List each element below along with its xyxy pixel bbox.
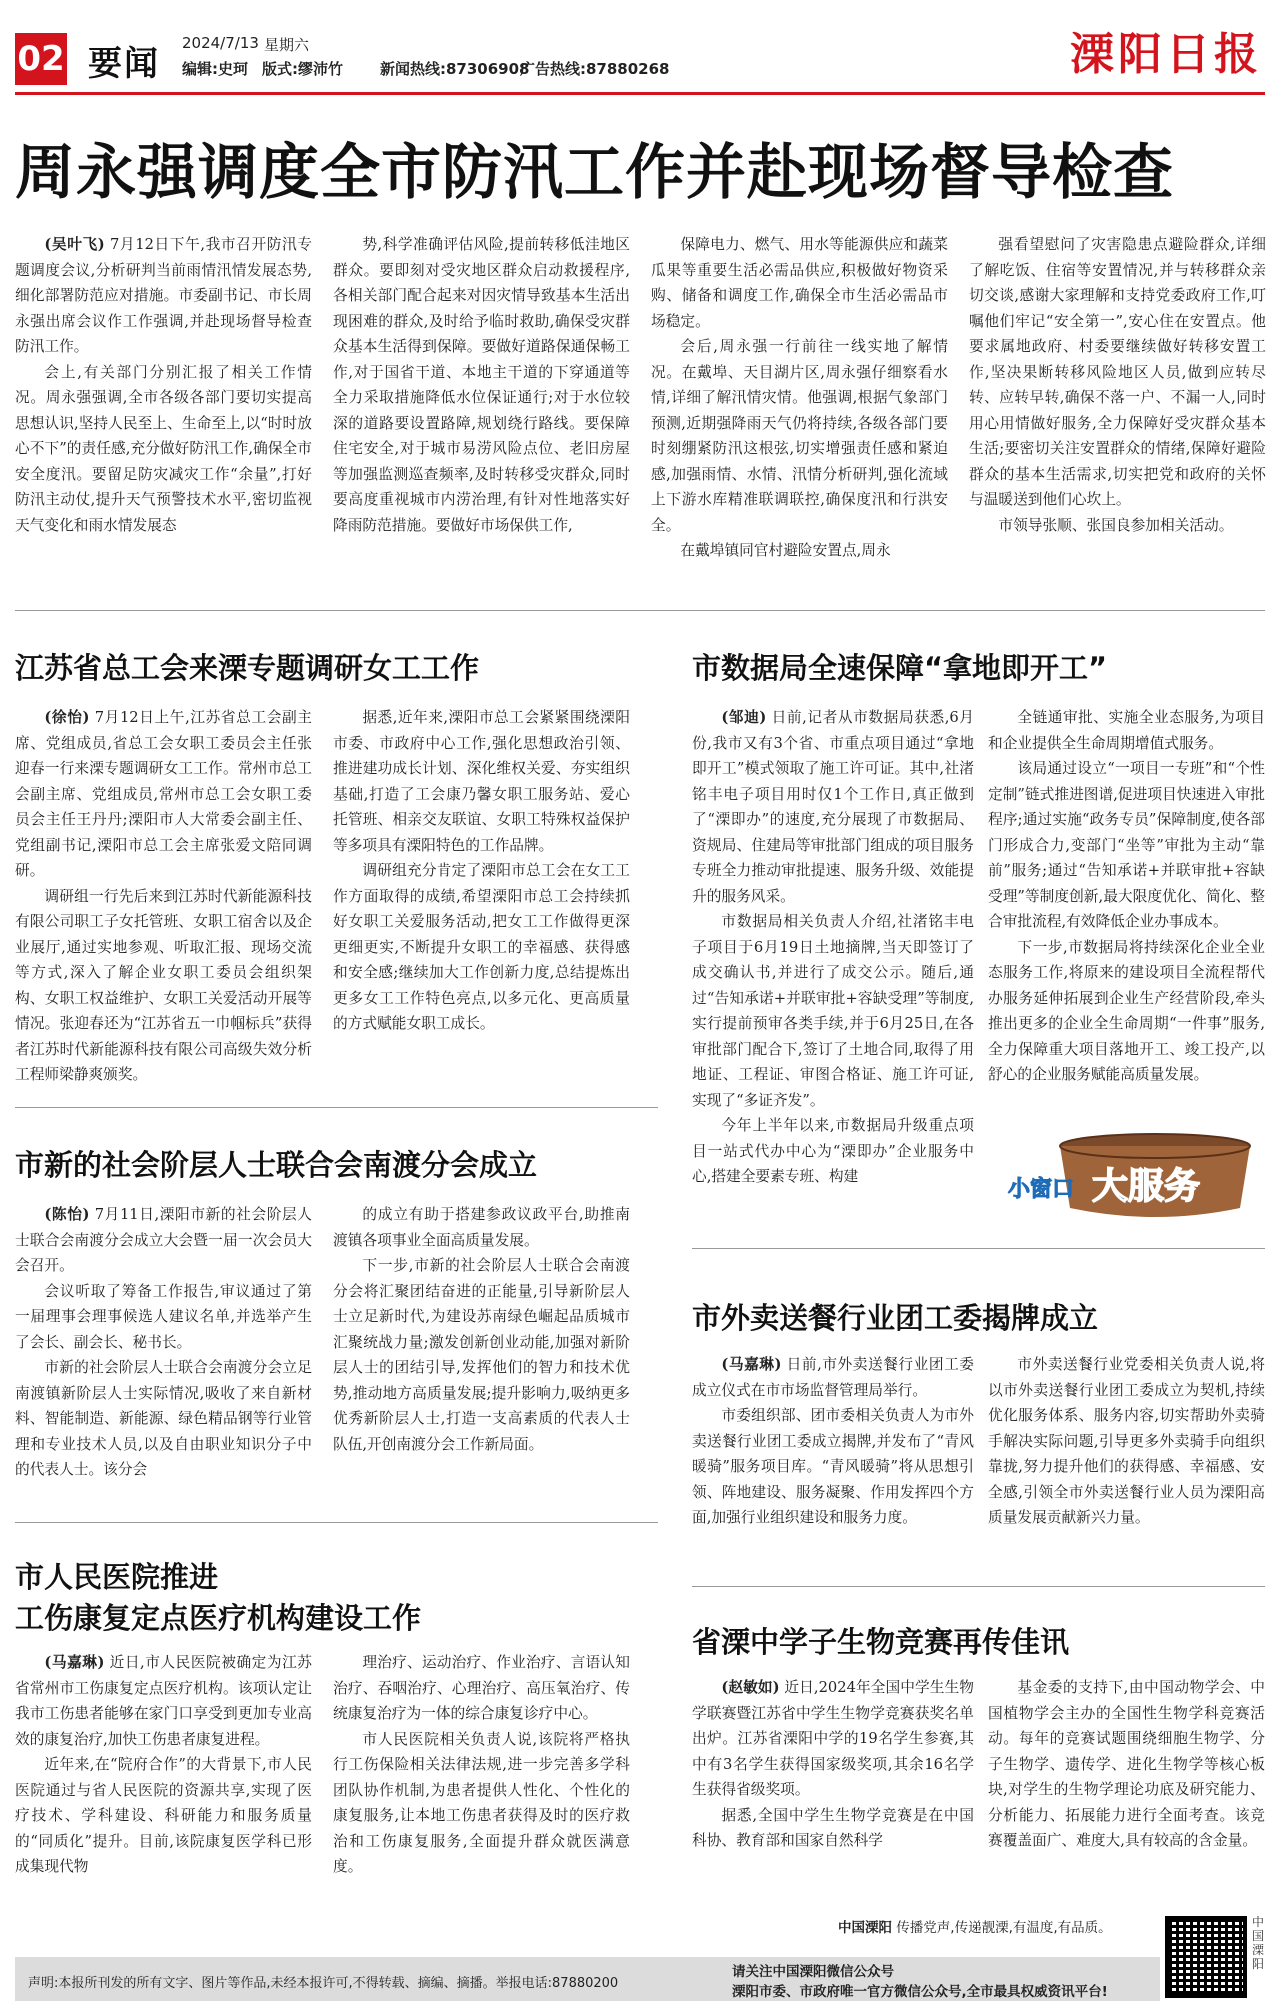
paragraph: (吴叶飞) 7月12日下午,我市召开防汛专题调度会议,分析研判当前雨情汛情发展态势,细化部署防范应对措施。市委副书记、市长周永强出席会议作工作强调,并赴现场督导检查防汛工作。 [15,236,312,355]
article-headline-delivery: 市外卖送餐行业团工委揭牌成立 [692,1301,1099,1335]
paragraph: 保障电力、燃气、用水等能源供应和蔬菜瓜果等重要生活必需品供应,积极做好物资采购、储备和调度工作,确保全市生活必需品市场稳定。 [651,236,948,330]
article-hospital-col-2 [333,1650,630,1905]
paragraph: (马嘉琳) 近日,市人民医院被确定为江苏省常州市工伤康复定点医疗机构。该项认定让我市工伤患者能够在家门口享受到更加专业高效的康复治疗,加快工伤患者康复进程。 [15,1654,312,1748]
paragraph: 调研组充分肯定了溧阳市总工会在女工工作方面取得的成绩,希望溧阳市总工会持续抓好女职工关爱服务活动,把女工工作做得更深更细更实,不断提升女职工的幸福感、获得感和安全感;继续加大工作创新力度,总结提炼出更多女工工作特色亮点,以多元化、更高质量的方式赋能女职工成长。 [333,862,630,1032]
editor: 编辑:史珂 [182,60,248,78]
article-society-col-2 [333,1202,630,1484]
disclaimer: 声明:本报所刊发的所有文字、图片等作品,未经本报许可,不得转载、摘编、摘播。举报电话:87880200 [28,1976,619,1991]
issue-date: 2024/7/13 [182,34,259,52]
paragraph: 据悉,近年来,溧阳市总工会紧紧围绕溧阳市委、市政府中心工作,强化思想政治引领、推进建功成长计划、深化维权关爱、夯实组织基础,打造了工会康乃馨女职工服务站、爱心托管班、相亲交友联谊、女职工特殊权益保护等多项具有溧阳特色的工作品牌。 [333,709,630,854]
paragraph: 下一步,市新的社会阶层人士联合会南渡分会将汇聚团结奋进的正能量,引导新阶层人士立足新时代,为建设苏南绿色崛起品质城市汇聚统战力量;激发创新创业动能,加强对新阶层人士的团结引导,发挥他们的智力和技术优势,推动地方高质量发展;提升影响力,吸纳更多优秀新阶层人士,打造一支高素质的代表人士队伍,开创南渡分会工作新局面。 [333,1257,630,1453]
article-delivery-col-1 [692,1352,974,1557]
article-union-col-1 [15,705,312,1085]
main-article-col-2 [333,232,630,592]
qr-label: 中国溧阳 [1252,1915,1265,1971]
paragraph: (徐怡) 7月12日上午,江苏省总工会副主席、党组成员,省总工会女职工委员会主任张迎春一行来溧专题调研女工工作。常州市总工会副主席、党组成员,常州市总工会女职工委员会主任王丹丹;溧阳市人大常委会副主任、党组副书记,溧阳市总工会主席张爱文陪同调研。 [15,709,312,879]
paragraph: 强看望慰问了灾害隐患点避险群众,详细了解吃饭、住宿等安置情况,并与转移群众亲切交谈,感谢大家理解和支持党委政府工作,叮嘱他们牢记“安全第一”,安心住在安置点。他要求属地政府、村委要继续做好转移安置工作,坚决果断转移风险地区人员,做到应转尽转、应转早转,确保不落一户、不漏一人,同时用心用情做好服务,全力保障好受灾群众基本生活;要密切关注安置群众的情绪,保障好避险群众的基本生活需求,切实把党和政府的关怀与温暖送到他们心坎上。 [969,236,1266,508]
news-hotline: 新闻热线:87306908 [380,60,530,78]
desk-icon [1000,1128,1260,1228]
paragraph: 会议听取了筹备工作报告,审议通过了第一届理事会理事候选人建议名单,并选举产生了会长、副会长、秘书长。 [15,1282,312,1351]
slogan-text: 传播党声,传递靓溧,有温度,有品质。 [896,1920,1112,1936]
paragraph: 市人民医院相关负责人说,该院将严格执行工伤保险相关法律法规,进一步完善多学科团队协作机制,为患者提供人性化、个性化的康复服务,让本地工伤患者获得及时的医疗救治和工伤康复服务,全面提升群众就医满意度。 [333,1730,630,1875]
paragraph: 近年来,在“院府合作”的大背景下,市人民医院通过与省人民医院的资源共享,实现了医疗技术、学科建设、科研能力和服务质量的“同质化”提升。目前,该院康复医学科已形成集现代物 [15,1756,312,1875]
divider [692,1248,1265,1249]
ad-hotline: 广告热线:87880268 [520,60,670,78]
article-headline-data: 市数据局全速保障“拿地即开工” [692,651,1108,685]
article-biology-col-1 [692,1675,974,1905]
article-biology-col-2 [988,1675,1265,1905]
divider [15,610,1265,611]
wechat-line-1: 请关注中国溧阳微信公众号 [732,1964,894,1980]
paragraph: 全链通审批、实施全业态服务,为项目和企业提供全生命周期增值式服务。 [988,709,1265,752]
paragraph: 理治疗、运动治疗、作业治疗、言语认知治疗、吞咽治疗、心理治疗、高压氧治疗、传统康复治疗为一体的综合康复诊疗中心。 [333,1654,630,1722]
paragraph: 下一步,市数据局将持续深化企业全业态服务工作,将原来的建设项目全流程帮代办服务延伸拓展到企业生产经营阶段,牵头推出更多的企业全生命周期“一件事”服务,全力保障重大项目落地开工、竣工投产,以舒心的企业服务赋能高质量发展。 [988,938,1265,1083]
article-union-col-2 [333,705,630,1085]
paragraph: 该局通过设立“一项目一专班”和“个性定制”链式推进图谱,促进项目快速进入审批程序;通过实施“政务专员”保障制度,使各部门形成合力,变部门“坐等”审批为主动“靠前”服务;通过“告知承诺+并联审批+容缺受理”等制度创新,最大限度优化、简化、整合审批流程,有效降低企业办事成本。 [988,760,1265,930]
article-data-col-1 [692,705,974,1225]
main-article-col-4 [969,232,1266,592]
paragraph: 市委组织部、团市委相关负责人为市外卖送餐行业团工委成立揭牌,并发布了“青风暖骑”服务项目库。“青风暖骑”将从思想引领、阵地建设、服务凝聚、作用发挥四个方面,加强行业组织建设和服务力度。 [692,1407,974,1526]
service-logo-big: 大服务 [1092,1166,1201,1207]
qr-code[interactable] [1165,1916,1247,1998]
paragraph: 在戴埠镇同官村避险安置点,周永 [680,542,891,559]
main-article-col-1 [15,232,312,592]
paragraph: 基金委的支持下,由中国动物学会、中国植物学会主办的全国性生物学科竞赛活动。每年的竞赛试题围绕细胞生物学、分子生物学、遗传学、进化生物学等核心板块,对学生的生物学理论功底及研究能力、分析能力、拓展能力进行全面考查。该竞赛覆盖面广、难度大,具有较高的含金量。 [988,1679,1265,1849]
article-hospital-col-1 [15,1650,312,1905]
newspaper-logo: 溧阳日报 [1070,29,1262,80]
header-rule [15,92,1265,95]
article-society-col-1 [15,1202,312,1484]
paragraph: 今年上半年以来,市数据局升级重点项目一站式代办中心为“溧即办”企业服务中心,搭建全要素专班、构建 [692,1117,974,1185]
paragraph: (陈怡) 7月11日,溧阳市新的社会阶层人士联合会南渡分会成立大会暨一届一次会员大会召开。 [15,1206,312,1274]
wechat-line-2: 溧阳市委、市政府唯一官方微信公众号,全市最具权威资讯平台! [732,1984,1108,2000]
masthead [0,0,1280,82]
paragraph: 会上,有关部门分别汇报了相关工作情况。周永强强调,全市各级各部门要切实提高思想认识,坚持人民至上、生命至上,以“时时放心不下”的责任感,充分做好防汛工作,确保全市安全度汛。要留足防灾减灾工作“余量”,打好防汛主动仗,提升天气预警技术水平,密切监视天气变化和雨水情发展态 [15,363,312,534]
service-logo [1000,1128,1260,1228]
paragraph: (马嘉琳) 日前,市外卖送餐行业团工委成立仪式在市市场监督管理局举行。 [692,1356,974,1399]
article-data-col-2 [988,705,1265,1127]
footer-slogan [838,1916,1112,1936]
paragraph: 市领导张顺、张国良参加相关活动。 [998,516,1234,534]
layout-editor: 版式:缪沛竹 [262,60,343,78]
article-delivery-col-2 [988,1352,1265,1557]
divider [15,1107,658,1108]
paragraph: 市新的社会阶层人士联合会南渡分会立足南渡镇新阶层人士实际情况,吸收了来自新材料、智能制造、新能源、绿色精品钢等行业管理和专业技术人员,以及自由职业知识分子中的代表人士。该分会 [15,1359,312,1478]
article-headline-biology: 省溧中学子生物竞赛再传佳讯 [692,1625,1070,1659]
paragraph: (赵敏如) 近日,2024年全国中学生生物学联赛暨江苏省中学生生物学竞赛获奖名单出炉。江苏省溧阳中学的19名学生参赛,其中有3名学生获得国家级奖项,其余16名学生获得省级奖项。 [692,1679,974,1798]
article-headline-union: 江苏省总工会来溧专题调研女工工作 [15,651,480,685]
divider [15,1522,658,1523]
paragraph: 市外卖送餐行业党委相关负责人说,将以市外卖送餐行业团工委成立为契机,持续优化服务体系、服务内容,切实帮助外卖骑手解决实际问题,引导更多外卖骑手向组织靠拢,努力提升他们的获得感、幸福感、安全感,引领全市外卖送餐行业人员为溧阳高质量发展贡献新兴力量。 [988,1356,1265,1526]
paragraph: 据悉,全国中学生生物学竞赛是在中国科协、教育部和国家自然科学 [692,1806,974,1849]
paragraph: 势,科学准确评估风险,提前转移低洼地区群众。要即刻对受灾地区群众启动救援程序,各相关部门配合起来对因灾情导致基本生活出现困难的群众,及时给予临时救助,确保受灾群众基本生活得到保障。要做好道路保通保畅工作,对于国省干道、本地主干道的下穿通道等全力采取措施降低水位保证通行;对于水位较深的道路要设置路障,规划绕行路线。要保障住宅安全,对于城市易涝风险点位、老旧房屋等加强监测巡查频率,及时转移受灾群众,同时要高度重视城市内涝治理,有针对性地落实好降雨防范措施。要做好市场保供工作, [333,236,630,534]
paragraph: 调研组一行先后来到江苏时代新能源科技有限公司职工子女托管班、女职工宿舍以及企业展厅,通过实地参观、听取汇报、现场交流等方式,深入了解企业女职工委员会组织架构、女职工权益维护、女职工关爱活动开展等情况。张迎春还为“江苏省五一巾帼标兵”获得者江苏时代新能源科技有限公司高级失效分析工程师梁静爽颁奖。 [15,887,312,1083]
article-headline-hospital-1: 市人民医院推进 [15,1560,219,1594]
slogan-brand: 中国溧阳 [838,1920,892,1936]
paragraph: 的成立有助于搭建参政议政平台,助推南渡镇各项事业全面高质量发展。 [333,1206,630,1249]
service-logo-small: 小窗口 [1008,1177,1075,1202]
divider [692,1586,1265,1587]
paragraph: (邹迪) 日前,记者从市数据局获悉,6月份,我市又有3个省、市重点项目通过“拿地即开工”模式领取了施工许可证。其中,社渚铭丰电子项目用时仅1个工作日,真正做到了“溧即办”的速度,充分展现了市数据局、资规局、住建局等审批部门组成的项目服务专班全力推动审批提速、服务升级、效能提升的服务风采。 [692,709,974,905]
paragraph: 市数据局相关负责人介绍,社渚铭丰电子项目于6月19日土地摘牌,当天即签订了成交确认书,并进行了成交公示。随后,通过“告知承诺+并联审批+容缺受理”等制度,实行提前预审各类手续,并于6月25日,在各审批部门配合下,签订了土地合同,取得了用地证、工程证、审图合格证、施工许可证,实现了“多证齐发”。 [692,913,974,1109]
article-headline-society: 市新的社会阶层人士联合会南渡分会成立 [15,1148,538,1182]
section-name: 要闻 [88,44,160,84]
main-article-col-3 [651,232,948,592]
article-headline-hospital-2: 工伤康复定点医疗机构建设工作 [15,1601,422,1635]
page-number: 02 [15,33,67,85]
main-headline: 周永强调度全市防汛工作并赴现场督导检查 [15,138,1174,208]
paragraph: 会后,周永强一行前往一线实地了解情况。在戴埠、天目湖片区,周永强仔细察看水情,详细了解汛情灾情。他强调,根据气象部门预测,近期强降雨天气仍将持续,各级各部门要时刻绷紧防汛这根弦,切实增强责任感和紧迫感,加强雨情、水情、汛情分析研判,强化流域上下游水库精准联调联控,确保度汛和行洪安全。 [651,338,948,534]
issue-weekday: 星期六 [264,36,310,54]
